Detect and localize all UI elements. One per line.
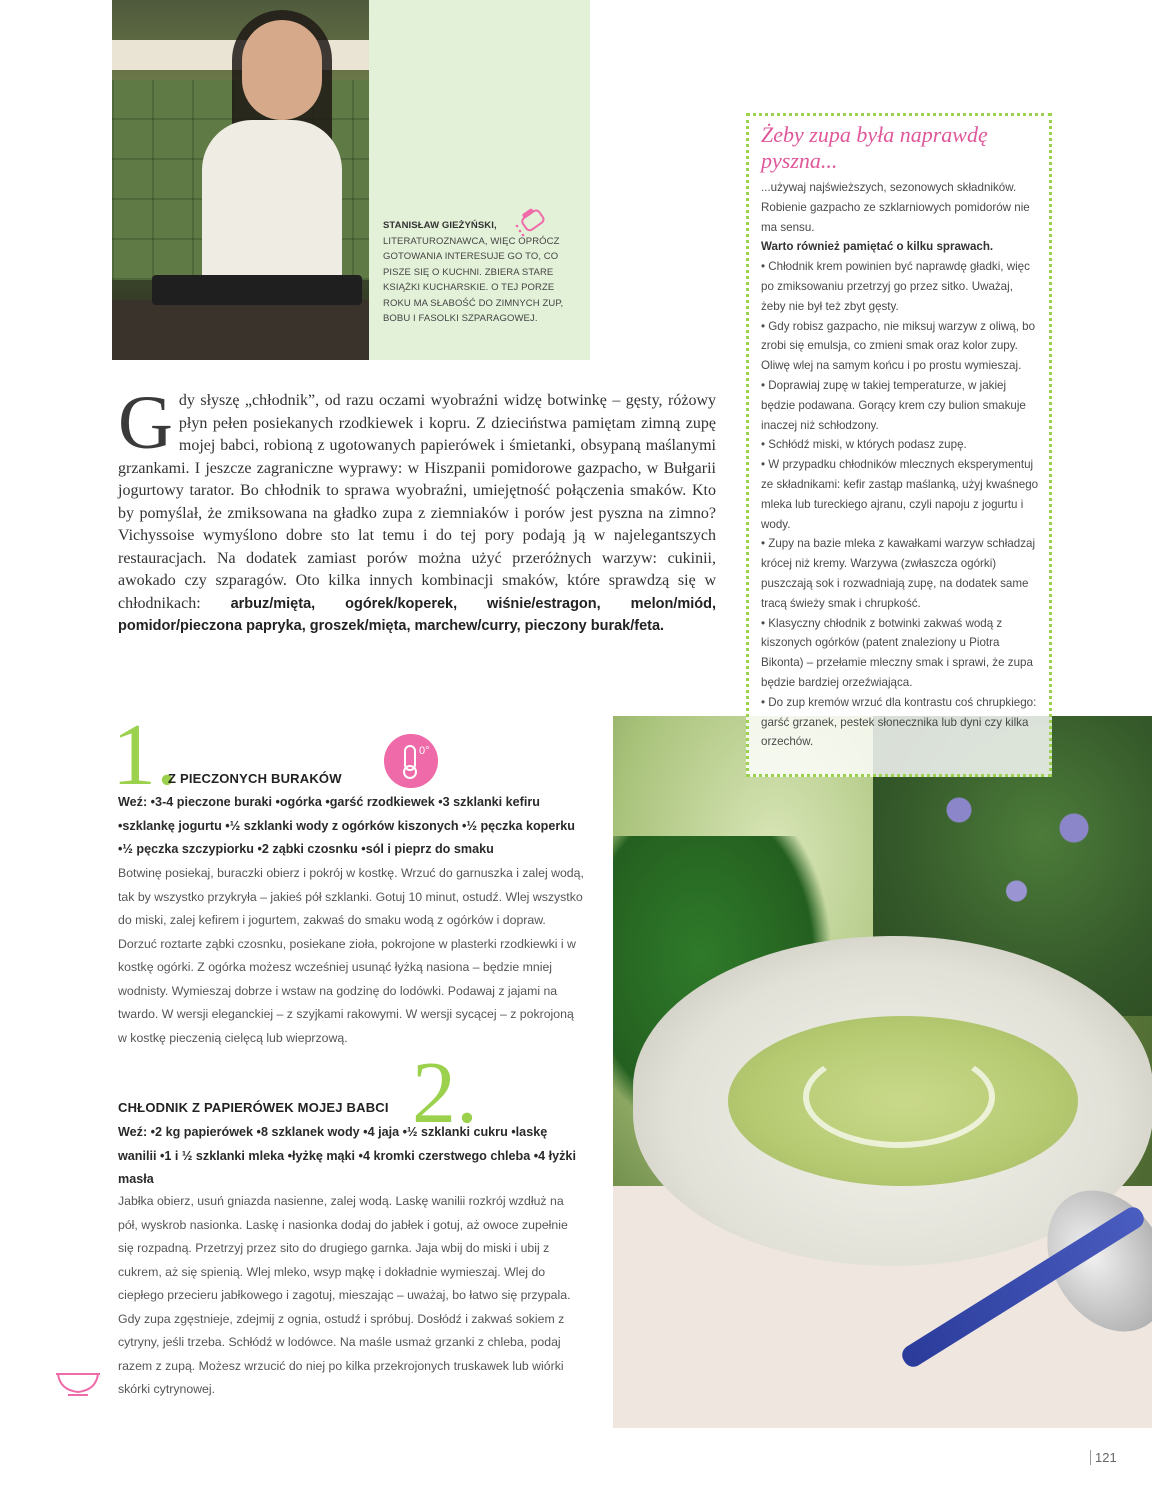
tip-item: • Doprawiaj zupę w takiej temperaturze, w jakiej będzie podawana. Gorący krem czy bulion smakuje inaczej niż schłodzony.: [761, 378, 1026, 432]
tip-item: • Klasyczny chłodnik z botwinki zakwaś wodą z kiszonych ogórków (patent znaleziony u Piotra Bikonta) – przełamie mleczny smak i sprawi, że zupa będzie bardziej orzeźwiająca.: [761, 616, 1033, 689]
chef-head: [242, 20, 322, 120]
tip-item: • Schłódź miski, w których podasz zupę.: [761, 438, 967, 452]
tip-item: • Do zup kremów wrzuć dla kontrastu coś chrupkiego: garść grzanek, pestek słonecznika lub dyni czy kilka orzechów.: [761, 695, 1037, 749]
stove: [112, 300, 369, 360]
page-number: 121: [1090, 1450, 1117, 1465]
ingredients-1: Weź: •3-4 pieczone buraki •ogórka •garść rzodkiewek •3 szklanki kefiru •szklankę jogurtu •½ szklanki wody z ogórków kiszonych •½ pęczka koperku •½ pęczka szczypiorku •2 ząbki czosnku •sól i pieprz do smaku: [118, 795, 575, 856]
drop-cap: G: [118, 381, 173, 465]
flowers: [913, 756, 1143, 936]
tip-item: • Chłodnik krem powinien być naprawdę gładki, więc po zmiksowaniu przetrzyj go przez sitko. Uważaj, żeby nie był też zbyt gęsty.: [761, 260, 1030, 313]
tips-intro: ...używaj najświeższych, sezonowych składników. Robienie gazpacho ze szklarniowych pomidorów nie ma sensu.: [761, 181, 1030, 234]
recipe-number-1: 1.: [112, 707, 178, 804]
author-description: LITERATUROZNAWCA, WIĘC OPRÓCZ GOTOWANIA INTERESUJE GO TO, CO PISZE SIĘ O KUCHNI. ZBIERA STARE KSIĄŻKI KUCHARSKIE. O TEJ PORZE ROKU MA SŁABOŚĆ DO ZIMNYCH ZUP, BOBU I FASOLKI SZPARAGOWEJ.: [383, 235, 564, 324]
tip-item: • Gdy robisz gazpacho, nie miksuj warzyw z oliwą, bo zrobi się emulsja, co zmieni smak oraz kolor zupy. Oliwę wlej na samym końcu i po prostu wymieszaj.: [761, 319, 1036, 373]
caption-panel: [369, 0, 590, 360]
chef-photo: [112, 0, 369, 360]
intro-text: dy słyszę „chłodnik”, od razu oczami wyobraźni widzę botwinkę – gęsty, różowy płyn pełen posiekanych rzodkiewek i kopru. Z dzieciństwa pamiętam zimną zupę mojej babci, robioną z ugotowanych papierówek i śmietanki, obsypaną maślanymi grzankami. I jeszcze zagraniczne wyprawy: w Hiszpanii pomidorowe gazpacho, w Bułgarii jogurtowy tarator. Bo chłodnik to sprawa wyobraźni, umiejętność połączenia smaków. Kto by pomyślał, że zmiksowana na gładko zupa z ziemniaków i porów jest pyszna na zimno? Vichyssoise wymyślono dobre sto lat temu i do tej pory podają ją w najelegantszych restauracjach. Na dodatek zamiast porów można użyć przeróżnych warzyw: cukinii, awokado czy szparagów. Oto kilka innych kombinacji smaków, które sprawdzą się w chłodnikach:: [118, 392, 716, 612]
tips-title: Żeby zupa była naprawdę pyszna...: [761, 122, 988, 173]
tips-intro-bold: Warto również pamiętać o kilku sprawach.: [761, 240, 994, 254]
method-1: Botwinę posiekaj, buraczki obierz i pokrój w kostkę. Wrzuć do garnuszka i zalej wodą, tak by wszystko przykryła – jakieś pół szklanki. Gotuj 10 minut, ostudź. Wlej wszystko do miski, zalej kefirem i jogurtem, zakwaś do smaku wodą z ogórków i dopraw. Dorzuć roztarte ząbki czosnku, posiekane zioła, pokrojone w plasterki rzodkiewki i w kostkę ogórki. Z ogórka możesz wcześniej usunąć łyżką nasiona – będzie mniej wodnisty. Wymieszaj dobrze i wstaw na godzinę do lodówki. Podawaj z jajami na twardo. W wersji eleganckiej – z szyjkami rakowymi. W wersji sycącej – z pokrojoną w kostkę pieczenią cielęcą lub wieprzową.: [118, 866, 584, 1045]
soup-photo: [613, 716, 1152, 1428]
author-caption: [383, 218, 568, 327]
ingredients-2: Weź: •2 kg papierówek •8 szklanek wody •4 jaja •½ szklanki cukru •laskę wanilii •1 i ½ szklanki mleka •łyżkę mąki •4 kromki czerstwego chleba •4 łyżki masła: [118, 1125, 576, 1186]
tip-item: • W przypadku chłodników mlecznych eksperymentuj ze składnikami: kefir zastąp maślanką, użyj kwaśnego mleka lub tureckiego ajranu, czyli napoju z jogurtu i wody.: [761, 458, 1039, 531]
tip-item: • Zupy na bazie mleka z kawałkami warzyw schładzaj krócej niż kremy. Warzywa (zwłaszcza ogórki) puszczają sok i rozwadniają zupę, na dodatek same tracą świeży smak i chrupkość.: [761, 537, 1036, 610]
tips-box: [746, 113, 1052, 777]
recipe-title-1: Z PIECZONYCH BURAKÓW: [168, 771, 342, 786]
recipe-number-2: 2.: [412, 1045, 478, 1142]
bowl-icon: [54, 1366, 102, 1396]
baking-tray: [152, 275, 362, 305]
intro-paragraph: [118, 381, 717, 638]
cream-swirl: [803, 1046, 995, 1148]
tips-body: [761, 178, 1039, 752]
intro-combinations: arbuz/mięta, ogórek/koperek, wiśnie/estragon, melon/miód, pomidor/pieczona papryka, groszek/mięta, marchew/curry, pieczony burak/feta.: [118, 595, 717, 634]
thermometer-label: 0°: [419, 745, 430, 757]
recipe-title-2: CHŁODNIK Z PAPIERÓWEK MOJEJ BABCI: [118, 1100, 389, 1115]
author-name: STANISŁAW GIEŻYŃSKI,: [383, 220, 497, 231]
thermometer-icon: [384, 734, 438, 788]
method-2: Jabłka obierz, usuń gniazda nasienne, zalej wodą. Laskę wanilii rozkrój wzdłuż na pół, wyskrob nasionka. Laskę i nasionka dodaj do jabłek i gotuj, aż owoce zupełnie się rozpadną. Przetrzyj przez sito do drugiego garnka. Jaja wbij do miski i ubij z cukrem, aż się spienią. Wlej mleko, wsyp mąkę i dokładnie wymieszaj. Wlej do ciepłego przecieru jabłkowego i zagotuj, mieszając – uważaj, bo łatwo się przypala. Gdy zupa zgęstnieje, zdejmij z ognia, ostudź i spróbuj. Dosłódź i zakwaś sokiem z cytryny, jeśli trzeba. Schłódź w lodówce. Na maśle usmaż grzanki z chleba, podaj razem z zupą. Możesz wrzucić do niej po kilka przekrojonych truskawek lub wiórki skórki cytrynowej.: [118, 1194, 571, 1396]
